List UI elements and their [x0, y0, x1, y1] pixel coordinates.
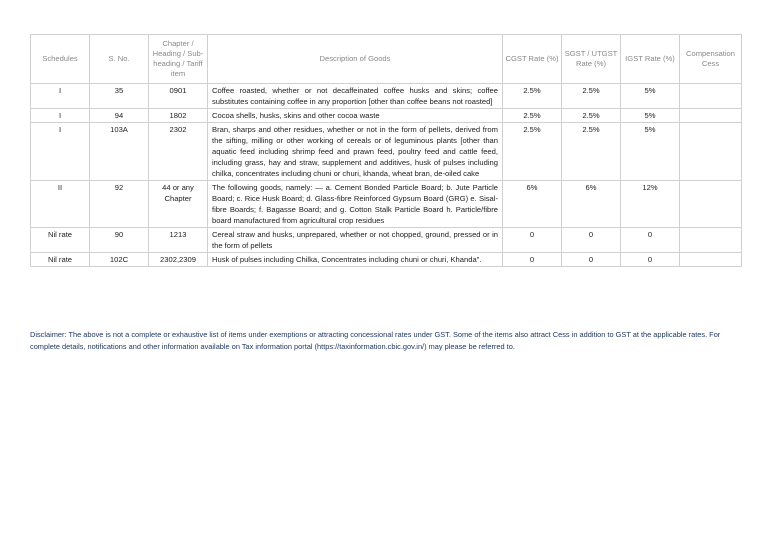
cell-igst: 5% — [621, 123, 680, 181]
table-row — [31, 228, 742, 253]
cell-sgst: 2.5% — [562, 84, 621, 109]
cell-chapter: 2302,2309 — [149, 253, 208, 267]
table-row — [31, 253, 742, 267]
cell-sgst: 0 — [562, 253, 621, 267]
cell-serial-no: 94 — [90, 109, 149, 123]
cell-sgst: 6% — [562, 181, 621, 228]
table-header-row — [31, 35, 742, 84]
header-cess: Compensation Cess — [680, 35, 742, 84]
header-chapter: Chapter / Heading / Sub-heading / Tariff item — [149, 35, 208, 84]
cell-chapter: 1213 — [149, 228, 208, 253]
cell-schedule: Nil rate — [31, 228, 90, 253]
cell-sgst: 2.5% — [562, 123, 621, 181]
cell-serial-no: 102C — [90, 253, 149, 267]
cell-cess — [680, 109, 742, 123]
cell-igst: 0 — [621, 228, 680, 253]
cell-cess — [680, 228, 742, 253]
cell-cgst: 2.5% — [503, 84, 562, 109]
cell-chapter: 2302 — [149, 123, 208, 181]
cell-cgst: 2.5% — [503, 123, 562, 181]
cell-cgst: 6% — [503, 181, 562, 228]
cell-serial-no: 35 — [90, 84, 149, 109]
cell-chapter: 44 or any Chapter — [149, 181, 208, 228]
gst-rates-table — [30, 34, 742, 267]
cell-description: Bran, sharps and other residues, whether or not in the form of pellets, derived from the sifting, milling or other working of cereals or of leguminous plants [other than aquatic feed including shrimp feed and prawn feed, poultry feed and cattle feed, including grass, hay and straw, supplement and additives, husk of pulses including chilka, concentrates including chuni or churi, khanda, wheat bran, de-oiled cake — [208, 123, 503, 181]
header-description: Description of Goods — [208, 35, 503, 84]
cell-cgst: 0 — [503, 228, 562, 253]
cell-igst: 12% — [621, 181, 680, 228]
cell-cess — [680, 253, 742, 267]
header-serial-no: S. No. — [90, 35, 149, 84]
cell-cgst: 2.5% — [503, 109, 562, 123]
table-row — [31, 123, 742, 181]
cell-serial-no: 92 — [90, 181, 149, 228]
cell-schedule: I — [31, 109, 90, 123]
cell-sgst: 0 — [562, 228, 621, 253]
cell-description: Cocoa shells, husks, skins and other cocoa waste — [208, 109, 503, 123]
cell-schedule: II — [31, 181, 90, 228]
header-sgst: SGST / UTGST Rate (%) — [562, 35, 621, 84]
cell-serial-no: 90 — [90, 228, 149, 253]
cell-cess — [680, 84, 742, 109]
cell-sgst: 2.5% — [562, 109, 621, 123]
disclaimer-text: Disclaimer: The above is not a complete or exhaustive list of items under exemptions or attracting concessional rates under GST. Some of the items also attract Cess in addition to GST at the applicable rates. For complete details, notifications and other information available on Tax information portal (https://taxinformation.cbic.gov.in/) may please be referred to. — [30, 330, 721, 352]
cell-chapter: 0901 — [149, 84, 208, 109]
table-row — [31, 181, 742, 228]
cell-cgst: 0 — [503, 253, 562, 267]
cell-cess — [680, 181, 742, 228]
header-cgst: CGST Rate (%) — [503, 35, 562, 84]
table-row — [31, 84, 742, 109]
cell-schedule: I — [31, 84, 90, 109]
header-igst: IGST Rate (%) — [621, 35, 680, 84]
cell-igst: 0 — [621, 253, 680, 267]
cell-description: Coffee roasted, whether or not decaffeinated coffee husks and skins; coffee substitutes containing coffee in any proportion [other than coffee beans not roasted] — [208, 84, 503, 109]
cell-chapter: 1802 — [149, 109, 208, 123]
cell-igst: 5% — [621, 84, 680, 109]
table-row — [31, 109, 742, 123]
cell-schedule: Nil rate — [31, 253, 90, 267]
cell-description: Husk of pulses including Chilka, Concentrates including chuni or churi, Khanda". — [208, 253, 503, 267]
header-schedules: Schedules — [31, 35, 90, 84]
cell-description: The following goods, namely: — a. Cement Bonded Particle Board; b. Jute Particle Board; c. Rice Husk Board; d. Glass-fibre Reinforced Gypsum Board (GRG) e. Sisal-fibre Boards; f. Bagasse Board; and g. Cotton Stalk Particle Board h. Particle/fibre board manufactured from agricultural crop residues — [208, 181, 503, 228]
cell-schedule: I — [31, 123, 90, 181]
cell-description: Cereal straw and husks, unprepared, whether or not chopped, ground, pressed or in the form of pellets — [208, 228, 503, 253]
cell-cess — [680, 123, 742, 181]
cell-igst: 5% — [621, 109, 680, 123]
cell-serial-no: 103A — [90, 123, 149, 181]
